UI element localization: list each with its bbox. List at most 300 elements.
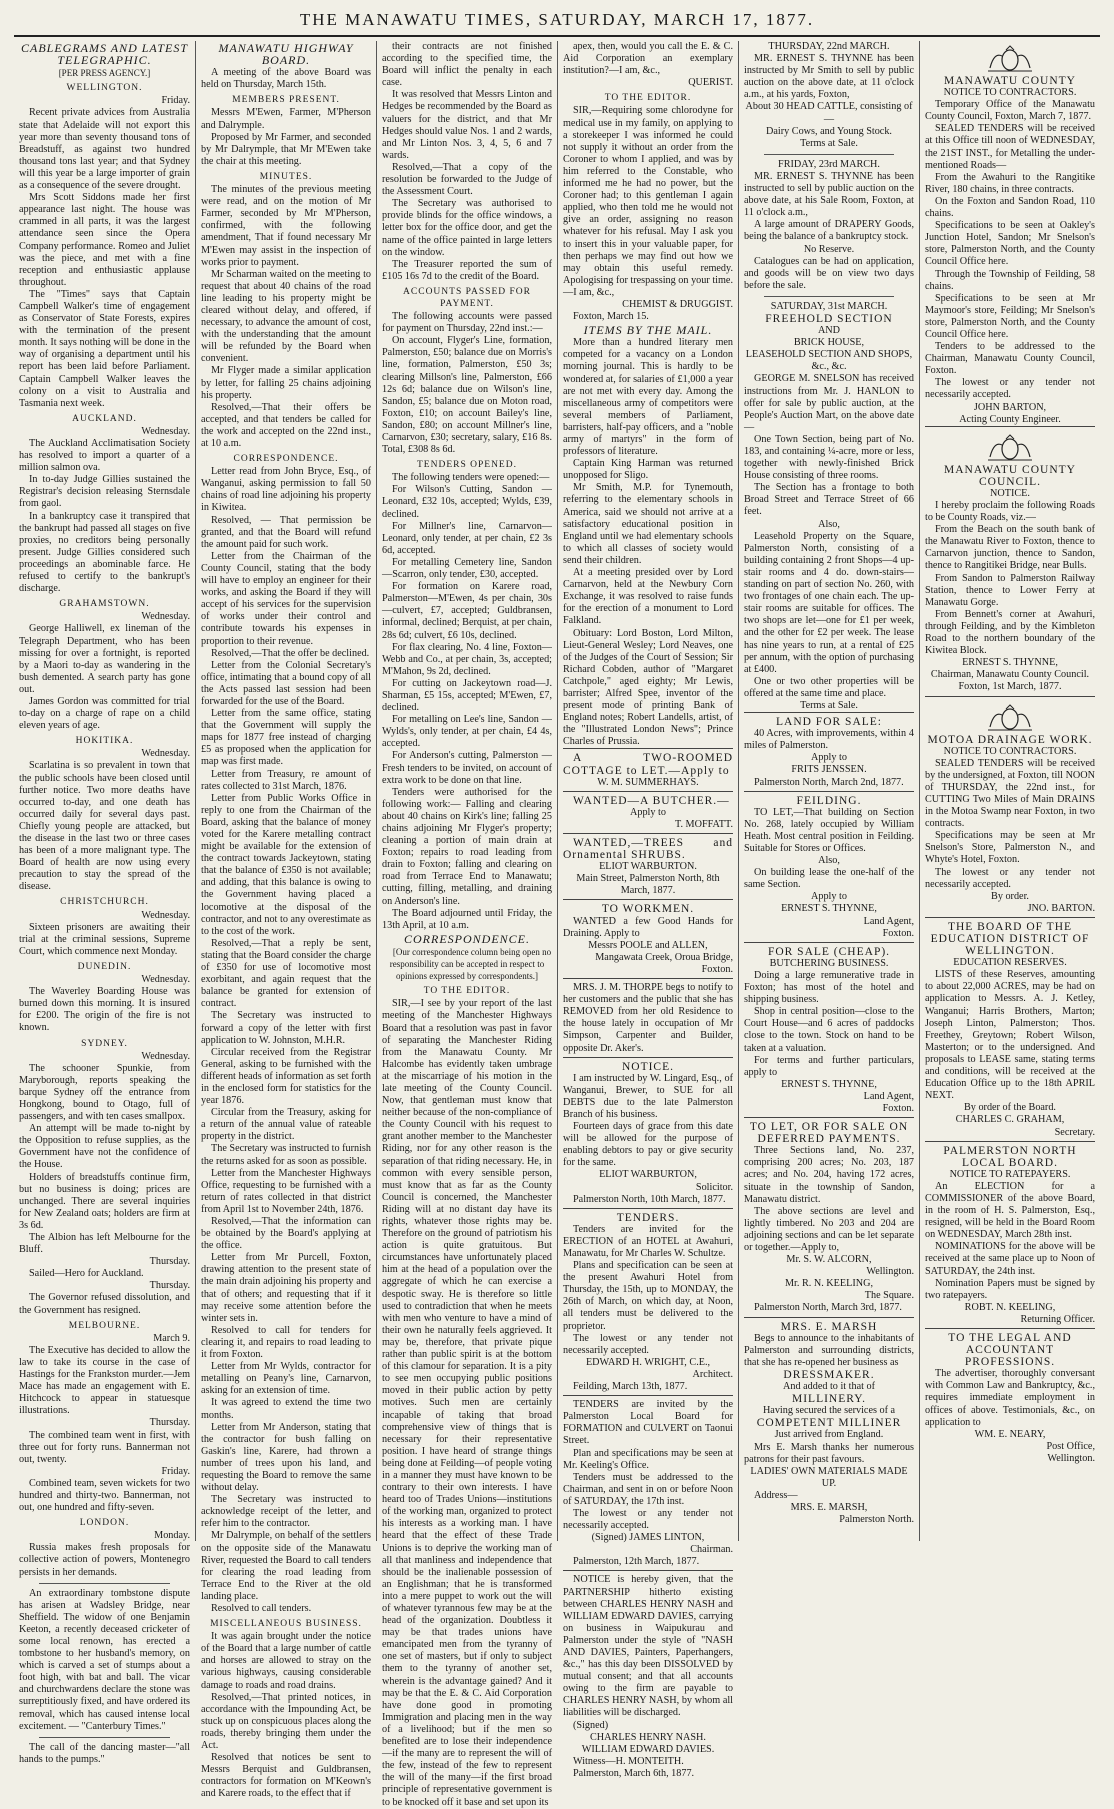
notice-body: LISTS of these Reserves, amounting to about 22,000 ACRES, may be had on application to Messrs. A. J. Ketley, Wanganui; Harris Brothers, Marton; Joseph Linton, Palmerston; Thos. Freethey, Greytown; Robert Wilson, Masterton; or to the undersigned. And proposals to LEASE same, stating terms and conditions, will be received at the Education Office up to the 18th APRIL NEXT. <box>925 969 1095 1102</box>
dateline: DUNEDIN. <box>77 961 132 972</box>
paragraph: For Anderson's cutting, Palmerston —Fresh tenders to be invited, on account of extra work to be done on that line. <box>382 750 552 786</box>
dateline: SYDNEY. <box>81 1038 128 1049</box>
notice-role: Secretary. <box>1054 1126 1095 1138</box>
subheading: CORRESPONDENCE. <box>233 454 339 465</box>
advert-reserve: No Reserve. <box>803 243 855 255</box>
divider <box>39 1737 170 1738</box>
advert-tenders-board <box>563 1395 733 1570</box>
advert-place: Palmerston, March 6th, 1877. <box>573 1767 695 1779</box>
advert-place: Palmerston North, March 2nd, 1877. <box>754 776 904 788</box>
paragraph: In to-day Judge Gillies sustained the Registrar's decision releasing Sternsdale from gaol. <box>19 474 190 510</box>
advert-name: T. MOFFATT. <box>674 818 733 830</box>
advert-body: Plan and specifications may be seen at Mr. Keeling's Office. <box>563 1447 733 1471</box>
column-notices <box>919 41 1100 1541</box>
advert-title: FREEHOLD SECTION <box>765 312 893 325</box>
paragraph: Letter read from John Bryce, Esq., of Wanganui, asking permission to fall 50 chains of road line adjoining his property in Kiwitea. <box>201 466 371 514</box>
paragraph: The Secretary was instructed to furnish the returns asked for as soon as possible. <box>201 1143 371 1167</box>
notice-name: CHARLES C. GRAHAM, <box>955 1114 1065 1126</box>
paragraph: Resolved,—That the information can be obtained by the Board's applying at the office. <box>201 1216 371 1252</box>
notice-body: From Sandon to Palmerston Railway Station, thence to Lower Ferry at Manawatu Gorge. <box>925 572 1095 608</box>
advert-to-let <box>744 1117 914 1317</box>
paragraph: The Auckland Acclimatisation Society has resolved to import a quarter of a million salmon ova. <box>19 438 190 474</box>
advert-body: WANTED a few Good Hands for Draining. Apply to <box>563 915 733 939</box>
paragraph: Scarlatina is so prevalent in town that the public schools have been closed until further notice. Two more deaths have occurred to-day, and one death has occurred daily for several days past. Chiefly young people are attacked, but the disease in the last two or three cases has been of a more malignant type. The Board of health are now using every precaution to stay the spread of the disease. <box>19 760 190 893</box>
advert-place: Foxton. <box>882 927 914 939</box>
notice-title: MANAWATU COUNTY COUNCIL. <box>944 463 1076 488</box>
advert-title: LAND FOR SALE: <box>775 716 882 729</box>
advert-terms: Terms at Sale. <box>800 137 858 149</box>
subheading: TO THE EDITOR. <box>423 986 511 997</box>
paragraph: Letter from the same office, stating that the Government will supply the maps for 1877 free instead of charging £5 as proposed when the application for map was first made. <box>201 708 371 768</box>
advert-body: Having secured the services of a <box>762 1405 896 1417</box>
advert-also: Also, <box>818 855 840 867</box>
paragraph: In a bankruptcy case it transpired that the bankrupt had passed all stages on five proxies, no creditors being personally present. Judge Gillies considered such proceedings an abominable farce. He refused to certify to the bankrupt's discharge. <box>19 510 190 595</box>
column-letters-ads <box>557 41 738 1779</box>
auction-date: THURSDAY, 22nd MARCH. <box>768 41 890 52</box>
paragraph: Letter from Public Works Office in reply to one from the Chairman of the Board, asking that the balance of money voted for the Karere metalling contract might be available for the extension of the contract towards Jackeytown, stating that the balance of £350 is not available; and adding, that this balance is owing to the Government having placed a locomotive at the disposal of the contractor, and not to any overestimate as to the cost of the work. <box>201 792 371 937</box>
paragraph: James Gordon was committed for trial to-day on a charge of rape on a child eleven years of age. <box>19 695 190 732</box>
paragraph: their contracts are not finished according to the specified time, the Board will inflict the penalty in each case. <box>382 41 552 89</box>
column-board-continued <box>376 41 557 1808</box>
advert-role: Chairman. <box>690 1544 733 1556</box>
advert-item: DRESSMAKER. <box>783 1368 875 1381</box>
notice-title: PALMERSTON NORTH LOCAL BOARD. <box>943 1144 1077 1169</box>
advert-body: Doing a large remunerative trade in Foxton; has most of the hotel and shipping business. <box>744 969 914 1006</box>
advert-body: Tenders must be addressed to the Chairman, and sent in on or before Noon of SATURDAY, the 17th inst. <box>563 1471 733 1507</box>
advert-title: TO WORKMEN. <box>601 903 695 916</box>
day: Friday. <box>161 95 190 107</box>
notice-body: On the Foxton and Sandon Road, 110 chains. <box>925 195 1095 220</box>
notice-body: The lowest or any tender not necessarily accepted. <box>925 377 1095 401</box>
royal-crest-icon <box>980 433 1040 463</box>
paragraph: The following tenders were opened:— <box>392 472 550 484</box>
notice-body: Tenders to be addressed to the Chairman, Manawatu County Council, Foxton. <box>925 341 1095 377</box>
advert-body: Catalogues can be had on application, and goods will be on view two days before the sale. <box>744 255 914 291</box>
paragraph: Resolved,—That the offer be declined. <box>211 647 370 659</box>
paragraph: Sixteen prisoners are awaiting their trial at the criminal sessions, Supreme Court, which commence next Monday. <box>19 921 190 957</box>
paragraph: Obituary: Lord Boston, Lord Milton, Lieut-General Wesley; Lord Neaves, one of the Judges of the Court of Session; Sir Richard Cobden, author of "Margaret Catchpole," aged eighty; Mr Lewis, barrister; Alfred Spee, inventor of the present mode of printing Bank of England notes; Robert Landells, artist, of the "Illustrated London News"; Prince Charles of Prussia. <box>563 627 733 748</box>
advert-place: Feilding, March 13th, 1877. <box>573 1381 688 1393</box>
paragraph: Messrs M'Ewen, Farmer, M'Pherson and Dalrymple. <box>201 107 371 131</box>
notice-body: From the Awahuri to the Rangitike River, 180 chains, in three contracts. <box>925 171 1095 195</box>
paragraph: Resolved,—That a reply be sent, stating that the Board consider the charge of £350 for use of locomotive most exorbitant, and again request that the balance be granted for extension of contract. <box>201 937 371 1010</box>
day: Wednesday. <box>141 611 190 623</box>
advert-body: Mrs E. Marsh thanks her numerous patrons for their past favours. <box>744 1441 914 1465</box>
advert-title: NOTICE. <box>621 1060 675 1073</box>
advert-title: TENDERS. <box>616 1211 680 1224</box>
paragraph: Combined team, seven wickets for two hundred and thirty-two. Bannerman, not out, one hundred and fifty-seven. <box>19 1477 190 1514</box>
advert-butchering <box>744 942 914 1117</box>
advert-title: LEASEHOLD SECTION AND SHOPS, &c., &c. <box>745 349 913 373</box>
advert-thorpe <box>563 978 733 1057</box>
notice-role: Post Office, <box>1046 1440 1095 1452</box>
paragraph: Mr Scharman waited on the meeting to request that about 40 chains of the road line leading to his property might be cleared without delay, and offered, if necessary, to advance the amount of cost, with the understanding that the amount will be refunded by the Board when convenient. <box>201 268 371 365</box>
notice-place: Foxton, 1st March, 1877. <box>958 681 1062 693</box>
advert-name: MRS. E. MARSH, <box>790 1501 868 1513</box>
paragraph: Mr Smith, M.P. for Tynemouth, referring to the elementary schools in America, said we should not arrive at a satisfactory educational position in England until we had elementary schools to which all classes of society would send their children. <box>563 482 733 566</box>
dateline: LONDON. <box>79 1518 130 1529</box>
advert-signed: (Signed) <box>573 1719 609 1731</box>
notice-body: NOMINATIONS for the above will be received at the same place up to Noon of SATURDAY, the 24th inst. <box>925 1241 1095 1277</box>
divider <box>764 296 894 297</box>
paragraph: It was agreed to extend the time two months. <box>201 1397 371 1421</box>
paragraph: Sailed—Hero for Auckland. <box>29 1268 144 1280</box>
advert-body: LADIES' OWN MATERIALS MADE UP. <box>750 1465 908 1489</box>
advert-body: MR. ERNEST S. THYNNE has been instructed by Mr Smith to sell by public auction on the above date, at 11 o'clock a.m., at his yards, Foxton, <box>744 53 914 101</box>
advert-land <box>744 712 914 791</box>
advert-name: EDWARD H. WRIGHT, C.E., <box>585 1356 711 1368</box>
paragraph: Resolved,—That printed notices, in accordance with the Impounding Act, be stuck up on conspicuous places along the roads, thereby bringing them under the Act. <box>201 1691 371 1752</box>
column-cablegrams <box>14 41 195 1765</box>
day: Wednesday. <box>141 748 190 760</box>
paragraph: Circular received from the Registrar General, asking to be furnished with the different heads of information as set forth in the enclosed form for statistics for the year 1876. <box>201 1046 371 1107</box>
advert-marsh <box>744 1317 914 1529</box>
signature: QUERIST. <box>688 77 733 89</box>
day: Wednesday. <box>141 909 190 921</box>
subheading: MISCELLANEOUS BUSINESS. <box>210 1619 362 1630</box>
notice-body: From Bennett's corner at Awahuri, through Feilding, and by the Kimbleton Road to the northern boundary of the Kiwitea Block. <box>925 608 1095 657</box>
paragraph: The Albion has left Melbourne for the Bluff. <box>19 1232 190 1256</box>
paragraph: On account, Flyger's Line, formation, Palmerston, £50; balance due on Morris's line, formation, Palmerston, £50 3s; clearing Millson's line, Palmerston, £66 12s 6d; balance due on Wilson's line, Sandon, £5; balance due on Moton road, Foxton, £10; on account Bailey's line, Sandon, £80; on account Millner's line, Carnarvon, £30; secretary, salary, £16 8s. Total, £308 8s 6d. <box>382 335 552 456</box>
notice-role: Returning Officer. <box>1020 1313 1095 1325</box>
advert-place: Mangawata Creek, Oroua Bridge, Foxton. <box>595 951 733 975</box>
notice-by: By order of the Board. <box>964 1102 1056 1114</box>
day: Thursday. <box>149 1256 190 1268</box>
paragraph: The Treasurer reported the sum of £105 16s 7d to the credit of the Board. <box>382 258 552 282</box>
paragraph: Circular from the Treasury, asking for a return of the annual value of rateable property in the district. <box>201 1107 371 1143</box>
day: Wednesday. <box>141 425 190 437</box>
notice-body: Nomination Papers must be signed by two ratepayers. <box>925 1277 1095 1301</box>
notice-subtitle: NOTICE. <box>990 487 1030 499</box>
paragraph: The Secretary was instructed to acknowledge receipt of the letter, and refer him to the contractor. <box>201 1494 371 1530</box>
paragraph: Resolved, — That permission be granted, and that the Board will refund the amount paid for such work. <box>201 514 371 550</box>
paragraph: Resolved to call for tenders for clearing it, and repairs to road leading to it from Foxton. <box>201 1324 371 1361</box>
notice-body: Temporary Office of the Manawatu County Council, Foxton, March 7, 1877. <box>925 99 1095 123</box>
dateline: CHRISTCHURCH. <box>60 897 149 908</box>
advert-item: Dairy Cows, and Young Stock. <box>766 125 892 137</box>
paragraph: For Wilson's Cutting, Sandon — Leonard, £32 10s, accepted; Wylds, £39, declined. <box>382 484 552 520</box>
advert-place: The Square. <box>864 1290 914 1302</box>
notice-role: Chairman, Manawatu County Council. <box>930 669 1090 681</box>
advert-item: About 30 HEAD CATTLE, consisting of— <box>745 101 913 125</box>
letter-body: SIR,—Requiring some chlorodyne for medical use in my family, on applying to a storekeeper I was informed he could not supply it without an order from the Coroner to whom I applied, and was by him referred to the Constable, who informed me he had no power, but the Coroner had; to this gentleman I again applied, who then told me he would not give an order, assigning no reason whatever for his refusal. May I ask you to insert this in your valuable paper, for then perhaps we may find out how we may obtain this useful remedy. Apologising for trespassing on your time.—I am, &c., <box>563 105 733 298</box>
advert-name: ERNEST S. THYNNE, <box>781 903 877 915</box>
advert-body: The lowest or any tender not necessarily accepted. <box>563 1332 733 1356</box>
paragraph: It was resolved that Messrs Linton and Hedges be recommended by the Board as valuers for the district, and that Mr Hedges should value Nos. 1 and 2 wards, and Mr Linton Nos. 3, 4, 5, 6 and 7 wards. <box>382 89 552 161</box>
dateline: WELLINGTON. <box>66 83 143 94</box>
notice-motoa-drainage <box>925 696 1095 917</box>
advert-notice <box>563 1057 733 1208</box>
letter-body: SIR,—I see by your report of the last meeting of the Manchester Highways Board that a resolution was past in favor of separating the Manchester Riding from the Manawatu County. Mr Halcombe has evidently taken umbrage at the miscarriage of his motion in the late meeting of the County Council. Now, that gentleman must know that neither because of the non-compliance of the County Council with his request to grant another member to the Manchester Riding, nor for any other reason is the separation of that riding necessary. He, in common with every sensible person, must know that as far as the County Council is concerned, the Manchester Riding will at no distant day have its rights, whatever those rights may be. Therefore on the ground of patriotism his action is quite gratuitous. But circumstances have unfortunately placed him at the head of a population over the aggregate of which he can exercise a despotic sway. He is therefore so little used to contradiction that when he meets with men who venture to have a mind of their own he naturally feels aggrieved. It may be, therefore, that private pique rather than public spirit is at the bottom of this clamour for separation. It is a pity to see men occupying public positions moved in their public action by petty motives. Such men are certainly incapable of taking that broad comprehensive view of things that is necessary for their representative position. I have heard of strange things being done at Feilding—of people voting in a manner they must have known to be contrary to their own interests. I have heard too of Trades Unions—institutions of the working man, organized to protect his interests as a working man. I have heard that the effect of these Trade Unions is to deprive the working man of all that manliness and independence that should be the inalienable possession of an Englishman; that he is transformed into a mere puppet to work out the will of whatever tyrannous few may be at the head of the organization. Doubtless it may be that trades unions have emancipated men from the tyranny of one set of masters, but if only to subject them to the tyranny of another set, wherein is the advantage gained? And it may be that the E. & C. Aid Corporation have done good in promoting Immigration and placing men in the way of a livelihood; but if the men so benefited are to lose their independence—if the many are to represent the will of the few, instead of the few to represent the will of the many—if the first broad principle of representative government is to be knocked off it base and set upon its <box>382 998 552 1808</box>
notice-title: MOTOA DRAINAGE WORK. <box>927 733 1093 746</box>
divider <box>39 1583 170 1584</box>
paragraph: It was again brought under the notice of the Board that a large number of cattle and horses are allowed to stray on the various highways, causing considerable damage to roads and road drains. <box>201 1631 371 1691</box>
advert-also: Also, <box>818 518 840 530</box>
paragraph: The Executive has decided to allow the law to take its course in the case of Hastings for the Frankston murder.—Jem Mace has made an engagement with E. Hitchcock to appear in statuesque illustrations. <box>19 1344 190 1417</box>
notice-body: SEALED TENDERS will be received by the undersigned, at Foxton, till NOON of THURSDAY, the 22nd inst., for CUTTING Two Miles of Main DRAINS in the Motoa Swamp near Foxton, in two contracts. <box>925 757 1095 830</box>
signature-place: Foxton, March 15. <box>573 311 649 323</box>
advert-title: WANTED,—TREES and Ornamental SHRUBS. <box>563 837 733 862</box>
paragraph: For cutting on Jackeytown road—J. Sharman, £5 15s, accepted; M'Ewen, £7, declined. <box>382 677 552 714</box>
paragraph: Letter from the Manchester Highways Office, requesting to be furnished with a return of rates collected in that district from April 1st to November 24th, 1876. <box>201 1167 371 1215</box>
notice-place: Wellington. <box>1047 1452 1095 1464</box>
paragraph: The combined team went in first, with three out for forty runs. Bannerman not out, twenty. <box>19 1429 190 1465</box>
advert-name: ELIOT WARBURTON, <box>599 1169 697 1181</box>
advert-witness: Witness—H. MONTEITH. <box>573 1755 684 1767</box>
advert-body: NOTICE is hereby given, that the PARTNERSHIP hitherto existing between CHARLES HENRY NASH and WILLIAM EDWARD DAVIES, carrying on business in Waipukurau and Palmerston under the style of "NASH AND DAVIES, Painters, Paperhangers, &c.," has this day been DISSOLVED by mutual consent; and that all accounts owing to the firm are payable to CHARLES HENRY NASH, by whom all liabilities will be discharged. <box>563 1574 733 1719</box>
subheading: ACCOUNTS PASSED FOR PAYMENT. <box>403 286 531 309</box>
day: March 9. <box>153 1332 190 1344</box>
advert-body: MRS. J. M. THORPE begs to notify to her customers and the public that she has REMOVED from her old Residence to the house lately in occupation of Mr Simpson, Carpenter and Builder, opposite Dr. Aker's. <box>563 982 733 1054</box>
day: Thursday. <box>149 1280 190 1292</box>
paragraph: Russia makes fresh proposals for collective action of powers, Montenegro persists in her demands. <box>19 1542 190 1578</box>
notice-body: Specifications to be seen at Mr Maymoor's store, Feilding; Mr Snelson's store, Palmerston North, and the County Council Office here. <box>925 292 1095 340</box>
paragraph: The "Times" says that Captain Campbell Walker's time of engagement as Conservator of State Forests, expires with the termination of the present month. It says nothing will be done in the way of organising a department until his report has been laid before Parliament. Captain Campbell Walker leaves the colony on a visit to Australia and Tasmania next week. <box>19 288 190 409</box>
paragraph: An attempt will be made to-night by the Opposition to refuse supplies, as the Government have not the confidence of the House. <box>19 1123 190 1171</box>
dateline: GRAHAMSTOWN. <box>59 599 150 610</box>
advert-item: One Town Section, being part of No. 183, and containing ¼-acre, more or less, together with newly-finished Brick House consisting of three rooms. <box>744 433 914 482</box>
notice-body: Specifications to be seen at Oakley's Junction Hotel, Sandon; Mr Snelson's store, Palmerston North, and the County Council Office here. <box>925 220 1095 268</box>
section-heading: MANAWATU HIGHWAY BOARD. <box>218 41 354 68</box>
paragraph: The Board adjourned until Friday, the 13th April, at 10 a.m. <box>382 907 552 931</box>
column-auctions <box>738 41 919 1541</box>
notice-name: WM. E. NEARY, <box>974 1428 1046 1440</box>
day: Friday. <box>161 1465 190 1477</box>
auction-date: FRIDAY, 23rd MARCH. <box>778 158 880 170</box>
advert-title: FOR SALE (CHEAP). <box>767 945 891 958</box>
royal-crest-icon <box>980 44 1040 74</box>
paragraph: Tenders were authorised for the following work:— Falling and clearing about 40 chains on Kirk's line; falling 25 chains adjoining Mr Flyger's property; cleaning a portion of main drain at Foxton; repairs to road leading from drain to Foxton; falling and clearing on road from Terrace End to Manawatu; cutting, filling, metalling, and draining on Anderson's line. <box>382 786 552 907</box>
paragraph: The following accounts were passed for payment on Thursday, 22nd inst.:— <box>382 311 552 335</box>
advert-body: GEORGE M. SNELSON has received instructions from Mr. J. HANLON to offer for sale by public auction, at the People's Auction Mart, on the above date— <box>744 373 914 433</box>
subheading: TO THE EDITOR. <box>604 93 692 104</box>
advert-name: WILLIAM EDWARD DAVIES. <box>581 1743 715 1755</box>
notice-local-board <box>925 1141 1095 1328</box>
paragraph: An extraordinary tombstone dispute has arisen at Wadsley Bridge, near Sheffield. The widow of one Benjamin Keeton, a recently deceased cricketer of some local renown, has erected a tombstone to her husband's memory, on which is carved a set of stumps about a foot high, with bat and ball. The vicar and churchwardens declare the stone was surreptitiously fixed, and have ordered its removal, which has caused intense local excitement. — "Canterbury Times." <box>19 1587 190 1732</box>
advert-place: Foxton. <box>882 1102 914 1114</box>
notice-title: THE BOARD OF THE EDUCATION DISTRICT OF WELLINGTON. <box>930 920 1090 958</box>
notice-by: By order. <box>991 890 1029 902</box>
advert-body: Tenders are invited for the ERECTION of an HOTEL at Awahuri, Manawatu, for Mr Charles W. Schultze. <box>563 1223 733 1259</box>
notice-body: I hereby proclaim the following Roads to be County Roads, viz.— <box>925 500 1095 524</box>
paragraph: For Millner's line, Carnarvon—Leonard, only tender, at per chain, £2 3s 6d, accepted. <box>382 520 552 556</box>
notice-body: Specifications may be seen at Mr Snelson's Store, Palmerston N., and Whyte's Hotel, Foxton. <box>925 830 1095 866</box>
paragraph: Resolved that notices be sent to Messrs Berquist and Guldbransen, contractors for formation on M'Keown's and Karere roads, to the effect that if <box>201 1752 371 1800</box>
advert-name: FRITS JENSSEN. <box>791 764 867 776</box>
day: Wednesday. <box>141 974 190 986</box>
advert-title: BRICK HOUSE, <box>793 337 865 349</box>
paragraph: Resolved,—That a copy of the resolution be forwarded to the Judge of the Assessment Court. <box>382 161 552 198</box>
paragraph: More than a hundred literary men competed for a vacancy on a London morning journal. This is hardly to be wondered at, for salaries of £1,000 a year are not met with every day. Among the miscellaneous army of competitors were several members of Parliament, barristers, half-pay officers, and a "noble army of martyrs" in the form of professors of literature. <box>563 337 733 458</box>
advert-title: TO LET, OR FOR SALE ON DEFERRED PAYMENTS. <box>749 1121 909 1146</box>
advert-body: MR. ERNEST S. THYNNE has been instructed to sell by public auction on the above date, at his Sale Room, Foxton, at 11 o'clock a.m., <box>744 170 914 219</box>
advert-item: Leasehold Property on the Square, Palmerston North, consisting of a building containing 2 front Shops—4 up-stair rooms and 4 do. down-stairs— standing on part of section No. 260, with two frontages of one chain each. The up-stair rooms are suitable for offices. The two shops are let—one for £1 per week, and the other for £2 per week. The lease has nine years to run, at a rental of £25 per annum, with the option of purchasing at £400. <box>744 530 914 675</box>
dateline: HOKITIKA. <box>75 736 134 747</box>
advert-item: COMPETENT MILLINER <box>756 1417 902 1430</box>
subheading: MEMBERS PRESENT. <box>232 95 340 106</box>
paragraph: The Secretary was instructed to forward a copy of the letter with first application to W. Johnston, M.H.R. <box>201 1010 371 1046</box>
advert-cottage <box>563 748 733 790</box>
notice-subtitle: NOTICE TO CONTRACTORS. <box>943 87 1077 99</box>
subheading: MINUTES. <box>259 171 313 182</box>
advert-apply: Apply to <box>630 806 666 818</box>
advert-title: A TWO-ROOMED COTTAGE to LET.—Apply to <box>563 752 733 777</box>
notice-body: SEALED TENDERS will be received at this Office till noon of WEDNESDAY, the 21ST INST., for Metalling the under-mentioned Roads— <box>925 123 1095 171</box>
day: Monday. <box>154 1530 190 1542</box>
advert-place: Palmerston North, March 3rd, 1877. <box>754 1302 902 1314</box>
notice-subtitle: NOTICE TO CONTRACTORS. <box>943 745 1077 757</box>
section-heading: CORRESPONDENCE. <box>404 931 530 946</box>
advert-terms: Terms at Sale. <box>800 699 858 711</box>
agency-note: [PER PRESS AGENCY.] <box>58 68 151 79</box>
paragraph: Letter from Mr Anderson, stating that the contractor for bush falling on Gaskin's line, Karere, had thrown a number of trees upon his land, and requesting the Board to remove the same without delay. <box>201 1421 371 1494</box>
advert-title: FEILDING. <box>796 794 862 807</box>
paragraph: The minutes of the previous meeting were read, and on the motion of Mr Farmer, seconded by Mr M'Pherson, confirmed, with the following amendment, That if found necessary Mr M'Ewen may assist in the inspection of works prior to payment. <box>201 184 371 268</box>
advert-butcher <box>563 791 733 833</box>
advert-body: On building lease the one-half of the same Section. <box>744 867 914 891</box>
day: Wednesday. <box>141 1050 190 1062</box>
dateline: MELBOURNE. <box>68 1320 141 1331</box>
notice-role: Acting County Engineer. <box>959 413 1061 425</box>
paragraph: George Halliwell, ex lineman of the Telegraph Department, who has been missing for over a fortnight, is reported by a Maori to-day as wandering in the bush demented. A search party has gone out. <box>19 623 190 695</box>
advert-apply: Apply to <box>811 891 847 903</box>
paragraph: A meeting of the above Board was held on Thursday, March 15th. <box>201 67 371 91</box>
column-highway-board <box>195 41 376 1800</box>
advert-body: TO LET,—That building on Section No. 268, lately occupied by William Heath. Most central position in Feilding. Suitable for Stores or Offices. <box>744 806 914 854</box>
paragraph: For flax clearing, No. 4 line, Foxton— Webb and Co., at per chain, 3s, accepted; M'Mahon, 9s 2d, declined. <box>382 641 552 677</box>
signature: CHEMIST & DRUGGIST. <box>622 298 733 310</box>
advert-place: Palmerston, 12th March, 1877. <box>573 1556 700 1568</box>
notice-subtitle: EDUCATION RESERVES. <box>953 957 1067 969</box>
advert-place: Wellington. <box>866 1266 914 1278</box>
advert-item: The Section has a frontage to both Broad Street and Terrace Street of 66 feet. <box>744 482 914 518</box>
paragraph: Mrs Scott Siddons made her first appearance last night. The house was crammed in all parts, it was the largest attendance seen since the Opera Company performance. Romeo and Juliet was the piece, and met with a fine reception and enthusiastic applause throughout. <box>19 192 190 288</box>
divider <box>764 154 894 155</box>
paragraph: Mr Flyger made a similar application by letter, for falling 25 chains adjoining his property. <box>201 365 371 401</box>
advert-body: Begs to announce to the inhabitants of Palmerston and surrounding districts, that she has re-opened her business as <box>744 1332 914 1368</box>
section-heading: CABLEGRAMS AND LATEST TELEGRAPHIC. <box>20 41 188 68</box>
paragraph: Letter from Treasury, re amount of rates collected to 31st March, 1876. <box>201 768 371 792</box>
paragraph: Letter from the Chairman of the County Council, stating that the body will have to employ an engineer for their works, and asking the Board if they will accept of his services for the supervision of works under their control and contribute towards his expenses in proportion to their revenue. <box>201 550 371 647</box>
paragraph: Resolved,—That their offers be accepted, and that tenders be called for the work and accepted on the 22nd inst., at 10 a.m. <box>201 401 371 449</box>
paragraph: Recent private advices from Australia state that Adelaide will not export this year more than seventy thousand tons of Breadstuff, as against two hundred thousand tons last year; and that Sydney will this year be a large importer of grain as a consequence of the severe drought. <box>19 107 190 192</box>
advert-body: For terms and further particulars, apply to <box>744 1054 914 1078</box>
paragraph: At a meeting presided over by Lord Carnarvon, held at the Newbury Corn Exchange, it was resolved to raise funds for the erection of a monument to Lord Falkland. <box>563 567 733 627</box>
advert-trees <box>563 833 733 899</box>
notice-education-board <box>925 917 1095 1141</box>
notice-subtitle: NOTICE TO RATEPAYERS. <box>949 1168 1071 1180</box>
notice-title: TO THE LEGAL AND ACCOUNTANT PROFESSIONS. <box>948 1332 1072 1369</box>
notice-name: JOHN BARTON, <box>973 401 1047 413</box>
dateline: AUCKLAND. <box>72 413 137 424</box>
paragraph: The Governor refused dissolution, and the Government has resigned. <box>19 1292 190 1316</box>
advert-item: And added to it that of <box>783 1381 875 1393</box>
day: Thursday. <box>149 1417 190 1429</box>
advert-name: ERNEST S. THYNNE, <box>781 1078 877 1090</box>
advert-body: Shop in central position—close to the Court House—and 6 acres of paddocks close to the town. Stock on hand to be taken at a valuation. <box>744 1006 914 1054</box>
advert-body: The above sections are level and lightly timbered. No 203 and 204 are adjoining sections and can be let separate or together.—Apply to, <box>744 1205 914 1253</box>
advert-tenders-hotel <box>563 1208 733 1395</box>
advert-role: Architect. <box>692 1368 733 1380</box>
royal-crest-icon <box>980 703 1040 733</box>
advert-body: Three Sections land, No. 237, comprising 200 acres; No. 203, 187 acres; and No. 204, having 172 acres, situate in the township of Sandon, Manawatu district. <box>744 1145 914 1205</box>
advert-body: 40 Acres, with improvements, within 4 miles of Palmerston. <box>744 728 914 752</box>
advert-item: MILLINERY. <box>792 1393 866 1406</box>
paragraph: Proposed by Mr Farmer, and seconded by Mr Dalrymple, that Mr M'Ewen take the chair at this meeting. <box>201 131 371 167</box>
advert-title: WANTED—A BUTCHER.— <box>573 794 730 807</box>
paragraph: Resolved to call tenders. <box>211 1603 312 1614</box>
paragraph: Letter from Mr Wylds, contractor for metalling on Peany's line, Carnarvon, asking for an extension of time. <box>201 1361 371 1397</box>
advert-subtitle: BUTCHERING BUSINESS. <box>769 957 889 969</box>
advert-place: Palmerston North. <box>839 1514 914 1526</box>
advert-body: Plans and specification can be seen at the present Awahuri Hotel from Thursday, the 15th, up to MONDAY, the 26th of March, on which day, at Noon, all tenders must be delivered to the proprietor. <box>563 1260 733 1332</box>
paragraph: Mr Dalrymple, on behalf of the settlers on the opposite side of the Manawatu River, requested the Board to call tenders for clearing the road leading from Terrace End to the River at the old landing place. <box>201 1530 371 1602</box>
advert-body: The lowest or any tender not necessarily accepted. <box>563 1507 733 1532</box>
paragraph: Captain King Harman was returned unopposed for Sligo. <box>563 458 733 482</box>
paragraph: For metalling on Lee's line, Sandon —Wylds's, only tender, at per chain, £4 4s, accepted. <box>382 714 552 750</box>
advert-name: Mr. S. W. ALCORN, <box>786 1254 872 1266</box>
paragraph: Holders of breadstuffs continue firm, but no business is doing; prices are unchanged. There are several inquiries for New Zealand oats; holders are firm at 3s 6d. <box>19 1171 190 1231</box>
masthead: THE MANAWATU TIMES, SATURDAY, MARCH 17, 1877. <box>14 8 1100 37</box>
notice-name: ROBT. N. KEELING, <box>964 1301 1056 1313</box>
notice-body: An ELECTION for a COMMISSIONER of the above Board, in the room of H. S. Palmerston, Esq., resigned, will be held in the Board Room on WEDNESDAY, March 28th inst. <box>925 1180 1095 1241</box>
notice-name: ERNEST S. THYNNE, <box>962 657 1058 669</box>
advert-address: Address— <box>754 1489 798 1501</box>
notice-county-council <box>925 426 1095 696</box>
advert-feilding <box>744 791 914 942</box>
paragraph: Letter from the Colonial Secretary's office, intimating that a bound copy of all the Acts passed last session had been forwarded for the use of the Board. <box>201 659 371 707</box>
advert-item: One or two other properties will be offered at the same time and place. <box>744 675 914 699</box>
paragraph: For formation on Karere road, Palmerston—M'Ewen, 4s per chain, 30s—culvert, £7, accepted; Guldbransen, informal, declined; Berquist, at per chain, 28s 6d; culvert, £6 10s, declined. <box>382 581 552 641</box>
paragraph: The Secretary was authorised to provide blinds for the office windows, a letter box for the office door, and get the name of the office painted in large letters on the window. <box>382 198 552 258</box>
advert-name: Mr. R. N. KEELING, <box>784 1278 873 1290</box>
advert-partnership <box>563 1570 733 1782</box>
paragraph: The call of the dancing master—"all hands to the pumps." <box>19 1741 190 1765</box>
advert-name: (Signed) JAMES LINTON, <box>591 1532 705 1544</box>
notice-body: The advertiser, thoroughly conversant with Common Law and Bankruptcy, &c., requires immediate employment in offices of above. Testimonials, &c., on application to <box>925 1368 1095 1428</box>
advert-role: Land Agent, <box>863 1090 914 1102</box>
letter-body: apex, then, would you call the E. & C. Aid Corporation an exemplary institution?—I am, &c., <box>563 41 733 77</box>
notice-title: MANAWATU COUNTY <box>944 75 1076 87</box>
advert-place: Main Street, Palmerston North, 8th March, 1877. <box>576 873 720 897</box>
advert-title: AND <box>817 325 841 337</box>
advert-name: W. M. SUMMERHAYS. <box>597 776 699 788</box>
section-heading: ITEMS BY THE MAIL. <box>583 323 713 338</box>
subheading: TENDERS OPENED. <box>417 460 517 471</box>
advert-title: MRS. E. MARSH <box>780 1320 878 1333</box>
advert-body: Fourteen days of grace from this date will be allowed for the purpose of enabling debtors to pay or give security for the same. <box>563 1121 733 1169</box>
notice-body: The lowest or any tender not necessarily accepted. <box>925 866 1095 890</box>
advert-body: Just arrived from England. <box>774 1429 884 1441</box>
advert-workmen <box>563 899 733 978</box>
paragraph: For metalling Cemetery line, Sandon —Scarron, only tender, £30, accepted. <box>382 556 552 581</box>
advert-body: I am instructed by W. Lingard, Esq., of Wanganui, Brewer, to SUE for all DEBTS due to the late Palmerston Branch of his business. <box>563 1072 733 1120</box>
notice-name: JNO. BARTON. <box>1027 902 1095 914</box>
notice-body: Through the Township of Feilding, 58 chains. <box>925 268 1095 292</box>
notice-body: From the Beach on the south bank of the Manawatu River to Foxton, thence to Carnarvon junction, thence to Sandon, thence to Rangitikei Bridge, near Bulls. <box>925 524 1095 572</box>
advert-apply: Apply to <box>811 752 847 764</box>
editorial-note: [Our correspondence column being open no responsibility can be accepted in respect to opinions expressed by correspondents.] <box>389 946 552 982</box>
advert-role: Land Agent, <box>863 915 914 927</box>
advert-name: ELIOT WARBURTON. <box>599 861 697 873</box>
paragraph: The Waverley Boarding House was burned down this morning. It is insured for £200. The origin of the fire is not known. <box>19 986 190 1034</box>
advert-name: CHARLES HENRY NASH. <box>590 1731 706 1743</box>
advert-name: Messrs POOLE and ALLEN, <box>588 939 708 951</box>
advert-item: A large amount of DRAPERY Goods, being the balance of a bankruptcy stock. <box>744 219 914 243</box>
paragraph: The schooner Spunkie, from Maryborough, reports speaking the barque Sydney off the entrance from Hongkong, bound to Otago, full of passengers, and with ten cases smallpox. <box>19 1062 190 1123</box>
notice-legal-professions <box>925 1328 1095 1467</box>
advert-role: Solicitor. <box>695 1181 733 1193</box>
